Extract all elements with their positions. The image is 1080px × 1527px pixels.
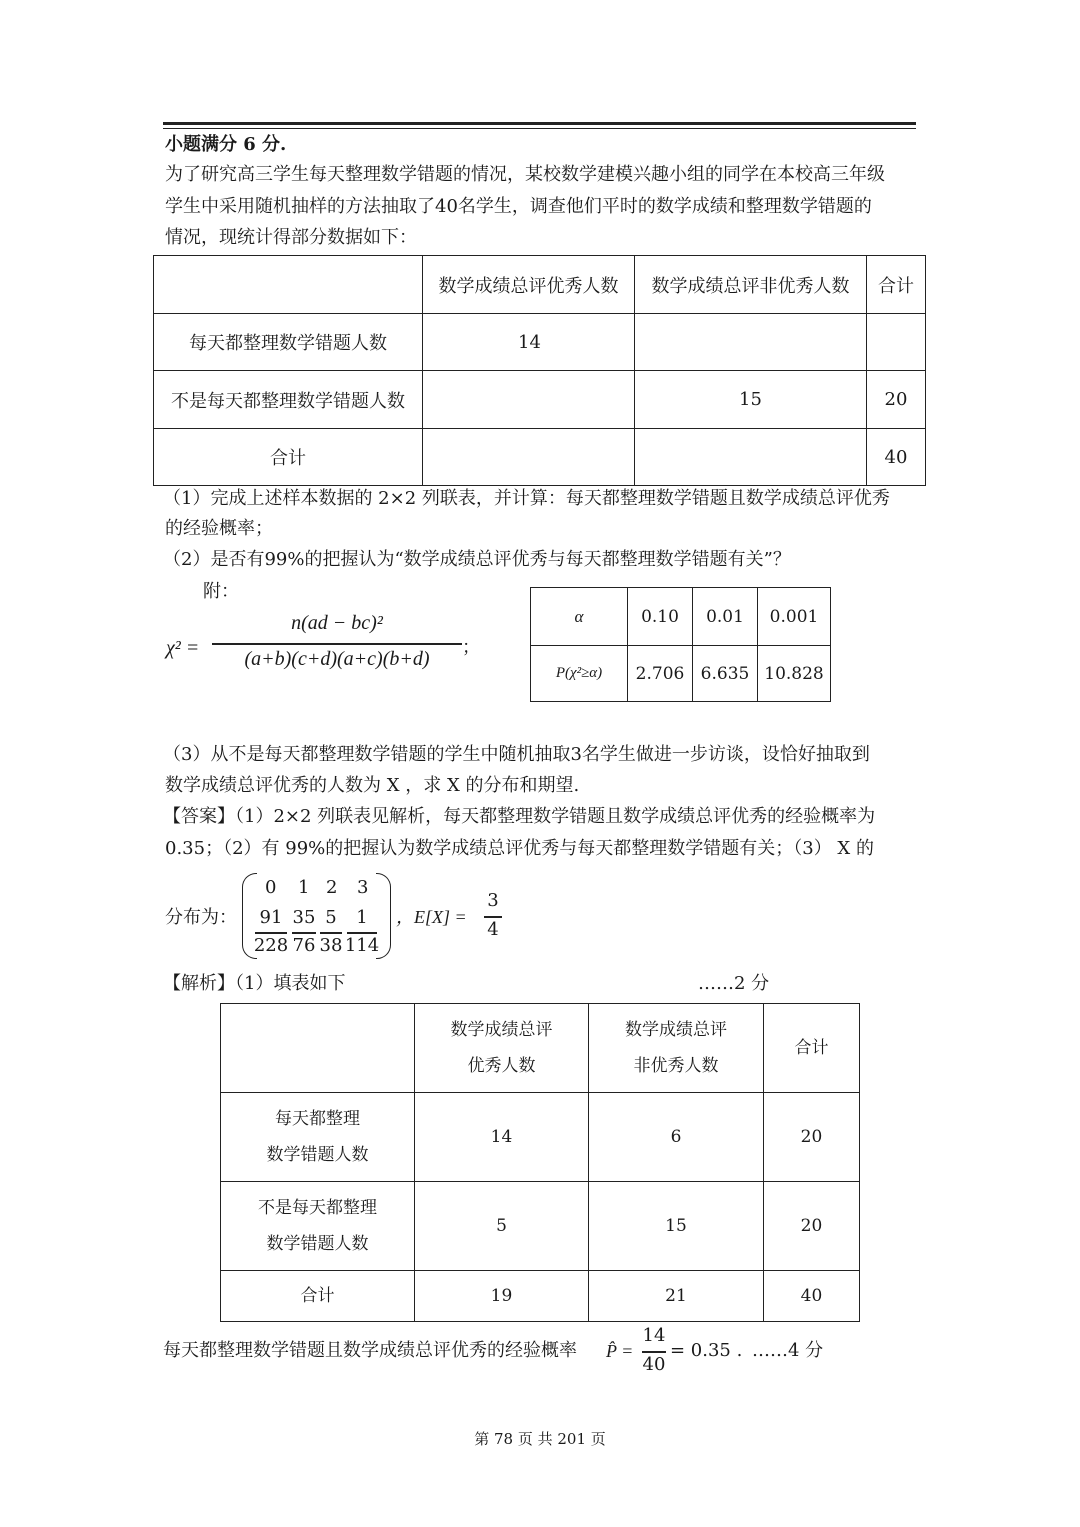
formula-denominator: (a+b)(c+d)(a+c)(b+d)	[244, 648, 430, 670]
table2-cell: 21	[589, 1271, 764, 1322]
formula-fraction-bar	[212, 643, 462, 645]
contingency-table-filled	[220, 1003, 860, 1322]
table1-header-total: 合计	[867, 256, 926, 314]
formula-lhs: χ² =	[166, 637, 200, 659]
formula-numerator: n(ad − bc)²	[291, 612, 383, 634]
dist-prob-bar	[320, 932, 342, 934]
alpha-value: 0.001	[758, 588, 831, 646]
intro-line-2: 学生中采用随机抽样的方法抽取了40名学生，调查他们平时的数学成绩和整理数学错题的	[165, 196, 872, 217]
dist-value: 0	[265, 877, 277, 898]
table-row	[221, 1182, 860, 1271]
table1-header-empty	[154, 256, 423, 314]
appendix-label: 附：	[203, 581, 239, 602]
label-line: 数学错题人数	[266, 1145, 369, 1165]
expectation-den: 4	[487, 919, 499, 940]
header-rule-thick	[163, 122, 916, 125]
alpha-value: 0.10	[628, 588, 693, 646]
contingency-table-blank	[153, 255, 926, 486]
dist-prob-num: 35	[292, 907, 316, 928]
table1-cell: 15	[635, 371, 867, 429]
score-marker-4: ……4 分	[752, 1340, 824, 1361]
formula-end: ；	[462, 637, 480, 658]
intro-line-1: 为了研究高三学生每天整理数学错题的情况，某校数学建模兴趣小组的同学在本校高三年级	[165, 164, 885, 185]
dist-prob-den: 114	[344, 935, 380, 956]
table1-header-excellent: 数学成绩总评优秀人数	[423, 256, 635, 314]
label-line: 每天都整理	[275, 1109, 360, 1129]
critical-value: 6.635	[693, 646, 758, 702]
table1-cell: 合计	[154, 429, 423, 486]
page-footer: 第 78 页 共 201 页	[474, 1430, 606, 1448]
dist-prob-num: 1	[356, 907, 368, 928]
p-hat-result: = 0.35 .	[670, 1340, 743, 1361]
final-text: 每天都整理数学错题且数学成绩总评优秀的经验概率	[163, 1340, 577, 1361]
table2-header-total	[764, 1004, 860, 1093]
table1-cell	[423, 429, 635, 486]
dist-prob-num: 5	[325, 907, 337, 928]
table2-header-nonexcellent	[589, 1004, 764, 1093]
expectation-lhs: ，E[X] =	[396, 907, 467, 927]
table-row	[531, 646, 831, 702]
distribution-label: 分布为：	[165, 907, 237, 928]
header-rule-thin	[163, 128, 916, 129]
table-row	[531, 588, 831, 646]
table1-cell	[423, 371, 635, 429]
table1-cell: 每天都整理数学错题人数	[154, 314, 423, 371]
label-line: 不是每天都整理	[258, 1198, 377, 1218]
question-1-line-1: （1）完成上述样本数据的 2×2 列联表，并计算：每天都整理数学错题且数学成绩总评优秀	[163, 488, 890, 509]
table-row	[221, 1004, 860, 1093]
table1-cell: 40	[867, 429, 926, 486]
p-header: P(χ²≥α)	[531, 646, 628, 702]
table2-header-empty	[221, 1004, 415, 1093]
dist-value: 1	[298, 877, 310, 898]
expectation-num: 3	[487, 890, 499, 911]
alpha-value: 0.01	[693, 588, 758, 646]
table2-cell: 19	[415, 1271, 589, 1322]
header-line: 非优秀人数	[633, 1056, 719, 1076]
table1-cell: 20	[867, 371, 926, 429]
dist-prob-bar	[347, 932, 377, 934]
question-3-line-1: （3）从不是每天都整理数学错题的学生中随机抽取3名学生做进一步访谈，设恰好抽取到	[163, 744, 870, 765]
table-row	[154, 314, 926, 371]
table2-header-excellent	[415, 1004, 589, 1093]
table1-cell	[635, 314, 867, 371]
intro-line-3: 情况，现统计得部分数据如下：	[165, 227, 417, 248]
table2-row-label	[221, 1182, 415, 1271]
dist-value: 2	[326, 877, 338, 898]
question-2: （2）是否有99%的把握认为“数学成绩总评优秀与每天都整理数学错题有关”？	[163, 549, 791, 570]
dist-prob-den: 38	[319, 935, 343, 956]
table-row	[221, 1093, 860, 1182]
table-row	[221, 1271, 860, 1322]
header-line: 合计	[794, 1038, 829, 1058]
p-hat-lhs: P̂ =	[606, 1341, 634, 1361]
dist-prob-den: 228	[253, 935, 289, 956]
problem-score-label: 小题满分 6 分.	[165, 134, 287, 155]
table1-cell	[635, 429, 867, 486]
table1-cell: 14	[423, 314, 635, 371]
chi-square-table	[530, 587, 831, 702]
table-row	[154, 429, 926, 486]
dist-prob-bar	[292, 932, 316, 934]
critical-value: 10.828	[758, 646, 831, 702]
score-marker-2: ……2 分	[698, 973, 770, 994]
dist-value: 3	[357, 877, 369, 898]
answer-line-2: 0.35；（2）有 99%的把握认为数学成绩总评优秀与每天都整理数学错题有关；（3） X 的	[165, 838, 874, 859]
table2-cell: 40	[764, 1271, 860, 1322]
table2-cell: 15	[589, 1182, 764, 1271]
header-line: 数学成绩总评	[450, 1020, 553, 1040]
table2-row-label	[221, 1093, 415, 1182]
p-hat-num: 14	[642, 1325, 666, 1346]
question-3-line-2: 数学成绩总评优秀的人数为 X ，求 X 的分布和期望.	[165, 775, 580, 796]
label-line: 数学错题人数	[266, 1234, 369, 1254]
header-line: 优秀人数	[467, 1056, 536, 1076]
critical-value: 2.706	[628, 646, 693, 702]
table2-cell: 5	[415, 1182, 589, 1271]
table1-cell	[867, 314, 926, 371]
question-1-line-2: 的经验概率；	[165, 518, 273, 539]
alpha-header: α	[531, 588, 628, 646]
table-row	[154, 371, 926, 429]
table2-cell: 6	[589, 1093, 764, 1182]
header-line: 数学成绩总评	[625, 1020, 727, 1040]
table2-cell: 14	[415, 1093, 589, 1182]
label-line: 合计	[300, 1286, 335, 1306]
dist-prob-bar	[255, 932, 287, 934]
dist-prob-den: 76	[292, 935, 316, 956]
p-hat-den: 40	[642, 1354, 666, 1375]
table1-header-nonexcellent: 数学成绩总评非优秀人数	[635, 256, 867, 314]
expectation-bar	[484, 916, 502, 918]
solution-label: 【解析】（1）填表如下	[163, 973, 346, 994]
answer-line-1: 【答案】（1）2×2 列联表见解析，每天都整理数学错题且数学成绩总评优秀的经验概率为	[163, 806, 876, 827]
table2-cell: 20	[764, 1182, 860, 1271]
dist-prob-num: 91	[259, 907, 283, 928]
table2-cell: 20	[764, 1093, 860, 1182]
table2-row-label	[221, 1271, 415, 1322]
p-hat-bar	[642, 1351, 666, 1353]
table1-cell: 不是每天都整理数学错题人数	[154, 371, 423, 429]
